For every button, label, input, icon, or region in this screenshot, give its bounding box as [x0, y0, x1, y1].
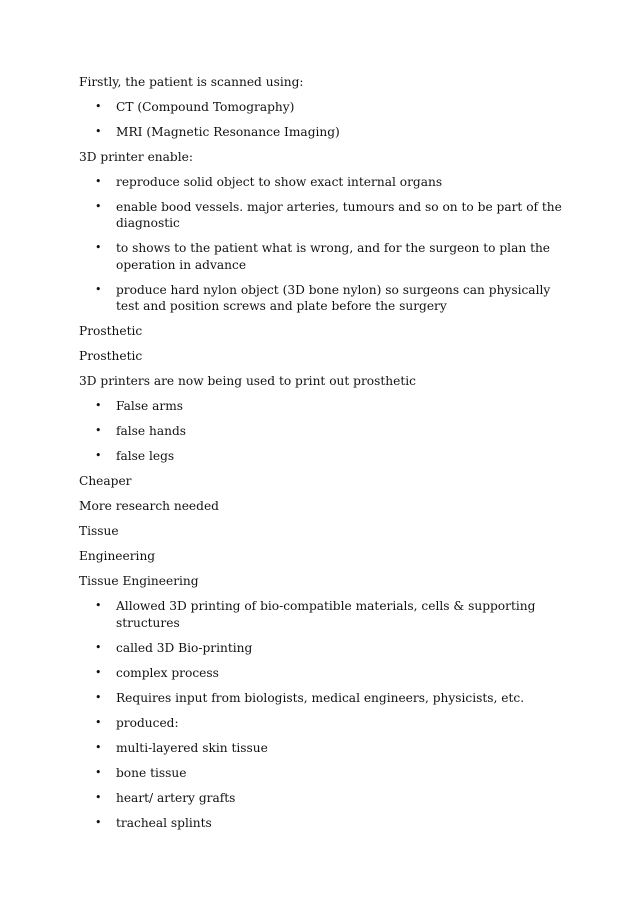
bullet-icon: •: [95, 200, 102, 213]
list-item-text: bone tissue: [116, 765, 187, 780]
list-item-text: Allowed 3D printing of bio-compatible materials, cells & supporting structures: [116, 599, 536, 630]
paragraph: Engineering: [79, 549, 156, 564]
paragraph: Prosthetic: [79, 324, 143, 339]
list-item: [79, 665, 569, 681]
list-item-text: reproduce solid object to show exact internal organs: [116, 175, 443, 189]
bullet-list: [79, 398, 569, 464]
list-item: [79, 715, 569, 731]
list-item: [79, 282, 569, 315]
list-item-text: multi-layered skin tissue: [116, 740, 268, 755]
paragraph: More research needed: [79, 499, 219, 514]
paragraph: 3D printer enable:: [79, 150, 193, 164]
list-item: [79, 815, 569, 831]
bullet-list: [79, 598, 569, 831]
list-item-text: MRI (Magnetic Resonance Imaging): [116, 125, 340, 139]
list-item: [79, 765, 569, 781]
bullet-icon: •: [95, 399, 102, 413]
list-item-text: to shows to the patient what is wrong, and for the surgeon to plan the operation in advance: [116, 241, 551, 272]
list-item-text: tracheal splints: [116, 815, 212, 830]
paragraph: Prosthetic: [79, 349, 143, 364]
bullet-icon: •: [95, 449, 102, 463]
list-item-text: enable bood vessels. major arteries, tumours and so on to be part of the diagnostic: [116, 200, 562, 231]
list-item-text: called 3D Bio-printing: [116, 640, 253, 655]
list-item-text: produce hard nylon object (3D bone nylon) so surgeons can physically test and position screws and plate before the surgery: [116, 282, 551, 314]
list-item-text: False arms: [116, 399, 184, 414]
bullet-icon: •: [95, 665, 102, 679]
paragraph: Tissue Engineering: [79, 574, 199, 589]
bullet-icon: •: [95, 424, 102, 438]
bullet-icon: •: [95, 740, 102, 754]
list-item-text: produced:: [116, 715, 179, 730]
bullet-list: [79, 174, 569, 315]
bullet-icon: •: [95, 815, 102, 829]
list-item: [79, 398, 569, 414]
bullet-icon: •: [95, 715, 102, 729]
bullet-icon: •: [95, 640, 102, 654]
list-item: [79, 124, 569, 140]
bullet-icon: •: [95, 175, 102, 188]
bullet-icon: •: [95, 241, 102, 255]
bullet-icon: •: [95, 100, 102, 113]
list-item: [79, 199, 569, 232]
bullet-icon: •: [95, 282, 102, 296]
list-item: [79, 640, 569, 656]
paragraph: Tissue: [79, 524, 119, 539]
list-item-text: heart/ artery grafts: [116, 790, 236, 805]
list-item-text: false legs: [116, 449, 175, 464]
bullet-list: [79, 99, 569, 140]
list-item-text: CT (Compound Tomography): [116, 100, 295, 114]
bullet-icon: •: [95, 125, 102, 138]
list-item: [79, 423, 569, 439]
paragraph: Firstly, the patient is scanned using:: [79, 75, 304, 89]
bullet-icon: •: [95, 790, 102, 804]
list-item: [79, 690, 569, 706]
bullet-icon: •: [95, 765, 102, 779]
list-item: [79, 99, 569, 115]
bullet-icon: •: [95, 690, 102, 704]
list-item-text: complex process: [116, 665, 219, 680]
list-item-text: false hands: [116, 424, 187, 439]
paragraph: Cheaper: [79, 474, 132, 489]
paragraph: 3D printers are now being used to print out prosthetic: [79, 374, 416, 389]
document-body: [79, 74, 569, 840]
list-item: [79, 598, 569, 631]
list-item-text: Requires input from biologists, medical engineers, physicists, etc.: [116, 690, 525, 705]
list-item: [79, 790, 569, 806]
list-item: [79, 448, 569, 464]
list-item: [79, 240, 569, 273]
list-item: [79, 740, 569, 756]
list-item: [79, 174, 569, 190]
bullet-icon: •: [95, 599, 102, 613]
